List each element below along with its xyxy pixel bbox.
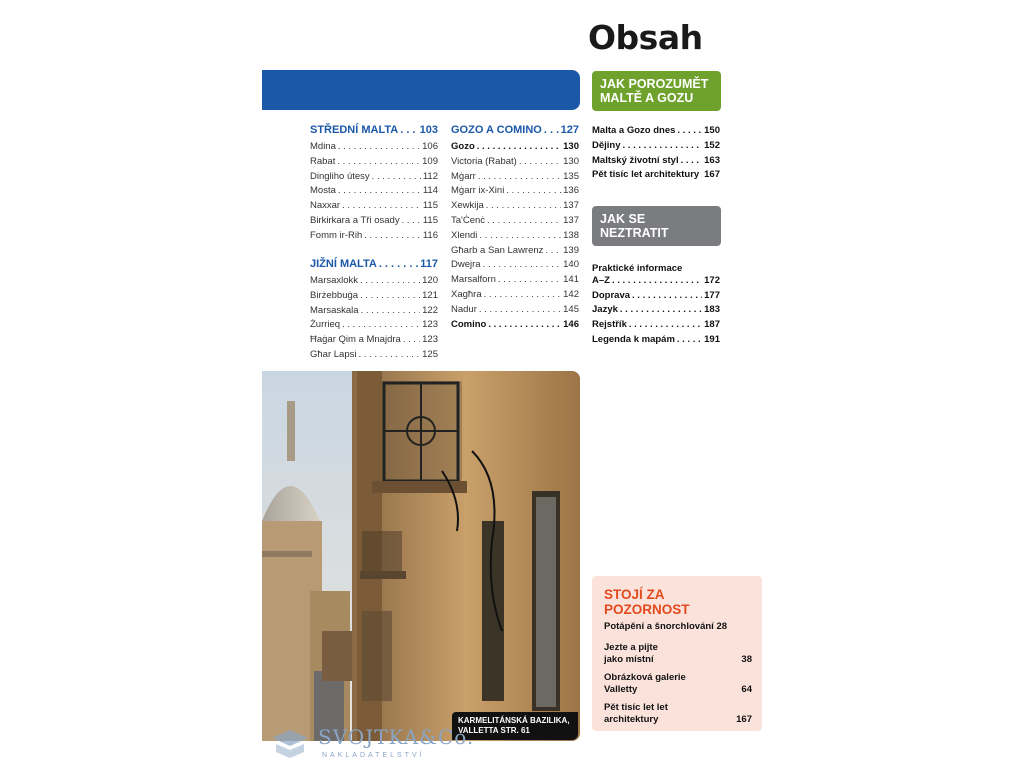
toc-entry-page: 137: [563, 200, 579, 212]
toc-entry-page: 150: [704, 125, 720, 136]
toc-entry: [451, 288, 579, 303]
survival-list: [592, 262, 720, 348]
publisher-watermark: SVOJTKA&Co.: [318, 725, 475, 749]
toc-entry: [451, 155, 579, 170]
page-title: Obsah: [588, 18, 703, 57]
survival-items: [592, 289, 720, 348]
toc-entry-name: Ħaġar Qim a Mnajdra: [310, 334, 401, 346]
south-malta-heading: JIŽNÍ MALTA . . . 117: [310, 258, 438, 270]
toc-entry-name: Pět tisíc let architektury: [592, 169, 700, 181]
toc-entry-name: Nadur: [451, 303, 477, 315]
toc-entry-page: 125: [422, 348, 438, 360]
toc-entry: [451, 140, 579, 155]
toc-entry-page: 109: [422, 155, 438, 167]
valletta-street-photo: [262, 371, 580, 741]
toc-entry: [451, 258, 579, 273]
toc-entry-name: Comino: [451, 318, 487, 330]
toc-entry-page: 145: [563, 303, 579, 315]
worth-item-gallery-line2: Valletty 64: [604, 684, 752, 695]
toc-entry: [310, 348, 438, 363]
publisher-watermark-sub: NAKLADATELSTVÍ: [322, 752, 425, 759]
toc-entry-name: Mdina: [310, 141, 336, 152]
toc-entry: [310, 274, 438, 289]
toc-entry: [592, 168, 720, 183]
toc-entry-page: 141: [563, 274, 579, 286]
toc-entry-name: Dwejra: [451, 259, 481, 271]
toc-entry-name: Victoria (Rabat): [451, 155, 517, 167]
survival-header: JAK SE NEZTRATIT: [592, 206, 721, 246]
toc-entry: [310, 229, 438, 244]
toc-entry-page: 115: [422, 200, 438, 212]
toc-entry: [451, 229, 579, 244]
toc-entry-page: 116: [422, 229, 438, 241]
toc-entry-name: Legenda k mapám: [592, 333, 675, 345]
central-malta-heading: STŘEDNÍ MALTA . . . 103: [310, 124, 438, 136]
central-malta-list: [310, 140, 438, 244]
worth-item-arch-line1: Pět tisíc let let: [604, 702, 668, 713]
toc-entry-name: Xagħra: [451, 288, 482, 300]
toc-entry-page: 135: [563, 170, 579, 182]
toc-entry-name: Mġarr ix-Xini: [451, 185, 505, 197]
toc-entry-name: Rabat: [310, 155, 336, 167]
toc-entry-page: 123: [422, 334, 438, 346]
toc-entry-page: 123: [422, 319, 438, 331]
worth-item-gallery-line1: Obrázková galerie: [604, 672, 686, 683]
practical-info-line2: A–Z . . . 172: [592, 274, 720, 289]
toc-entry-name: Malta a Gozo dnes: [592, 125, 676, 136]
worth-item-diving: Potápění a šnorchlování 28: [604, 621, 728, 632]
toc-entry: [451, 214, 579, 229]
toc-entry-page: 163: [704, 154, 720, 166]
toc-entry: [310, 304, 438, 319]
toc-entry-page: 140: [563, 259, 579, 271]
toc-entry-name: Marsaxlokk: [310, 275, 359, 286]
understand-list: [592, 124, 720, 183]
worth-item-eat-line1: Jezte a pijte: [604, 642, 658, 653]
toc-entry-page: 146: [563, 318, 579, 330]
worth-box-items: [604, 621, 752, 726]
toc-entry: [451, 273, 579, 288]
publisher-logo-icon: [270, 728, 310, 760]
toc-entry: [592, 139, 720, 154]
toc-entry-name: Naxxar: [310, 200, 341, 212]
toc-entry-name: Għar Lapsi: [310, 348, 357, 360]
south-malta-section: [310, 258, 438, 363]
toc-entry-page: 152: [704, 139, 720, 151]
toc-entry-page: 106: [422, 141, 438, 152]
toc-entry: [310, 184, 438, 199]
toc-entry: [310, 318, 438, 333]
toc-entry-name: Marsaskala: [310, 304, 359, 316]
south-malta-list: [310, 274, 438, 363]
toc-entry: [451, 318, 579, 333]
street-illustration: [262, 371, 580, 741]
worth-item-arch-line2: architektury 167: [604, 714, 752, 725]
toc-entry-page: 177: [704, 289, 720, 301]
toc-entry-name: Ta'Ċenċ: [451, 214, 486, 226]
toc-entry-name: Żurrieq: [310, 319, 341, 331]
toc-entry-name: Xewkija: [451, 200, 484, 212]
toc-entry-page: 114: [422, 185, 438, 197]
toc-entry: [310, 289, 438, 304]
toc-entry-name: Birkirkara a Tři osady: [310, 214, 400, 226]
toc-entry-page: 120: [422, 275, 438, 286]
toc-entry-page: 136: [563, 185, 579, 197]
gozo-comino-heading: GOZO A COMINO . . . 127: [451, 124, 579, 136]
caption-line2: VALLETTA STR. 61: [458, 726, 530, 735]
practical-info-line1: Praktické informace: [592, 263, 683, 274]
toc-entry-name: Doprava: [592, 289, 631, 301]
toc-entry-name: Maltský životní styl: [592, 154, 679, 166]
toc-entry-page: 130: [563, 155, 579, 167]
toc-entry-page: 187: [704, 319, 720, 331]
toc-entry: [451, 303, 579, 318]
blue-header-bar: [262, 70, 580, 110]
toc-entry-page: 139: [563, 244, 579, 256]
toc-entry: [592, 154, 720, 169]
worth-box-title: STOJÍ ZA POZORNOST: [604, 587, 690, 617]
toc-entry-name: Birżebbuġa: [310, 289, 359, 301]
toc-entry: [451, 170, 579, 185]
toc-entry-page: 138: [563, 229, 579, 241]
toc-entry-page: 112: [422, 170, 438, 182]
toc-entry-name: Fomm ir-Rih: [310, 229, 363, 241]
toc-entry-name: Mosta: [310, 185, 336, 197]
toc-entry: [451, 184, 579, 199]
toc-entry-page: 137: [563, 214, 579, 226]
toc-entry-page: 191: [704, 333, 720, 345]
gozo-comino-list: [451, 140, 579, 332]
toc-entry: [310, 140, 438, 155]
toc-entry: [592, 333, 720, 348]
toc-entry-name: Jazyk: [592, 304, 618, 316]
toc-entry-page: 183: [704, 304, 720, 316]
toc-entry-name: Dingliho útesy: [310, 170, 370, 182]
toc-entry: [451, 199, 579, 214]
toc-entry-name: Xlendi: [451, 229, 478, 241]
toc-entry: [310, 333, 438, 348]
caption-line1: KARMELITÁNSKÁ BAZILIKA,: [458, 716, 570, 725]
toc-entry-page: 167: [704, 169, 720, 181]
toc-entry-name: Għarb a San Lawrenz: [451, 244, 544, 256]
worth-item-eat-line2: jako místní 38: [604, 654, 752, 665]
toc-entry: [592, 318, 720, 333]
toc-entry-page: 115: [422, 214, 438, 226]
toc-entry-name: Rejstřík: [592, 319, 627, 331]
toc-entry: [592, 124, 720, 139]
toc-entry: [592, 303, 720, 318]
toc-entry: [592, 289, 720, 304]
toc-entry: [310, 214, 438, 229]
toc-entry-page: 122: [422, 304, 438, 316]
toc-entry-name: Gozo: [451, 141, 475, 152]
understand-header: JAK POROZUMĚT MALTĚ A GOZU: [592, 71, 721, 111]
toc-entry: [310, 170, 438, 185]
toc-entry-page: 142: [563, 288, 579, 300]
toc-entry-name: Marsalforn: [451, 274, 496, 286]
toc-entry-page: 130: [563, 141, 579, 152]
toc-entry-name: Dějiny: [592, 139, 621, 151]
toc-entry-name: Mġarr: [451, 170, 476, 182]
toc-entry: [310, 199, 438, 214]
gozo-comino-section: [451, 124, 579, 332]
toc-entry: [310, 155, 438, 170]
toc-entry: [451, 244, 579, 259]
toc-entry-page: 121: [422, 289, 438, 301]
central-malta-section: [310, 124, 438, 244]
